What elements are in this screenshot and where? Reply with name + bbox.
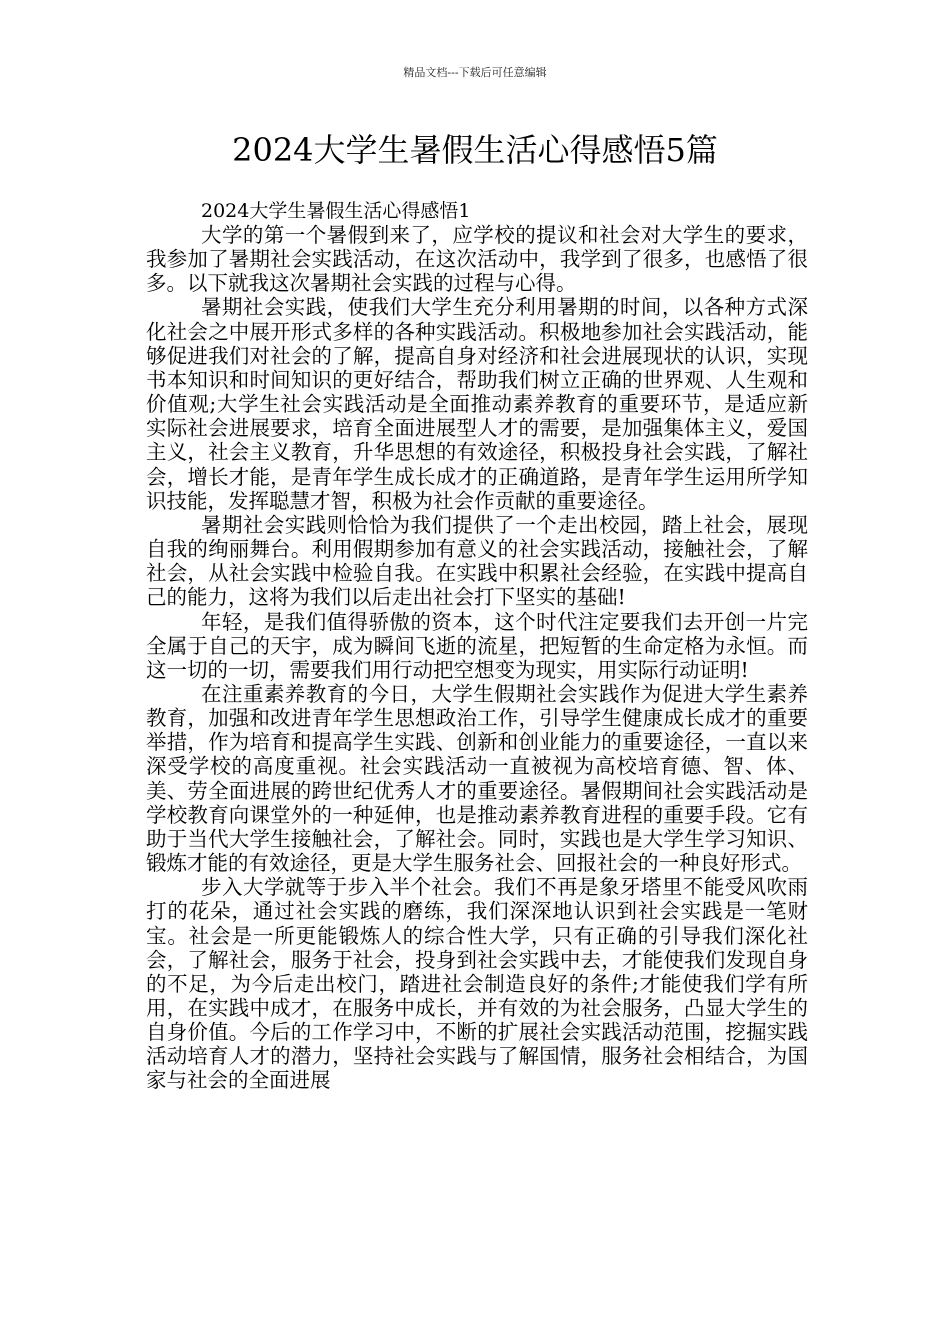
- document-body: [146, 200, 808, 1093]
- paragraph: 年轻，是我们值得骄傲的资本，这个时代注定要我们去开创一片完全属于自己的天宇，成为瞬间飞逝的流星，把短暂的生命定格为永恒。而这一切的一切，需要我们用行动把空想变为现实，用实际行动证明!: [146, 609, 808, 682]
- document-title: 2024大学生暑假生活心得感悟5篇: [232, 131, 718, 169]
- paragraph: 步入大学就等于步入半个社会。我们不再是象牙塔里不能受风吹雨打的花朵，通过社会实践的磨练，我们深深地认识到社会实践是一笔财宝。社会是一所更能锻炼人的综合性大学，只有正确的引导我们深化社会，了解社会，服务于社会，投身到社会实践中去，才能使我们发现自身的不足，为今后走出校门，踏进社会制造良好的条件;才能使我们学有所用，在实践中成才，在服务中成长，并有效的为社会服务，凸显大学生的自身价值。今后的工作学习中，不断的扩展社会实践活动范围，挖掘实践活动培育人才的潜力，坚持社会实践与了解国情，服务社会相结合，为国家与社会的全面进展: [146, 875, 808, 1093]
- paragraph: 大学的第一个暑假到来了，应学校的提议和社会对大学生的要求，我参加了暑期社会实践活动，在这次活动中，我学到了很多，也感悟了很多。以下就我这次暑期社会实践的过程与心得。: [146, 223, 808, 296]
- paragraph: 在注重素养教育的今日，大学生假期社会实践作为促进大学生素养教育，加强和改进青年学生思想政治工作，引导学生健康成长成才的重要举措，作为培育和提高学生实践、创新和创业能力的重要途径，一直以来深受学校的高度重视。社会实践活动一直被视为高校培育德、智、体、美、劳全面进展的跨世纪优秀人才的重要途径。暑假期间社会实践活动是学校教育向课堂外的一种延伸，也是推动素养教育进程的重要手段。它有助于当代大学生接触社会，了解社会。同时，实践也是大学生学习知识、锻炼才能的有效途径，更是大学生服务社会、回报社会的一种良好形式。: [146, 681, 808, 876]
- section-heading: 2024大学生暑假生活心得感悟1: [201, 200, 471, 222]
- header-note: 精品文档---下载后可任意编辑: [403, 66, 547, 79]
- paragraph: 暑期社会实践，使我们大学生充分利用暑期的时间，以各种方式深化社会之中展开形式多样的各种实践活动。积极地参加社会实践活动，能够促进我们对社会的了解，提高自身对经济和社会进展现状的认识，实现书本知识和时间知识的更好结合，帮助我们树立正确的世界观、人生观和价值观;大学生社会实践活动是全面推动素养教育的重要环节，是适应新实际社会进展要求，培育全面进展型人才的需要，是加强集体主义，爱国主义，社会主义教育，升华思想的有效途径，积极投身社会实践，了解社会，增长才能，是青年学生成长成才的正确道路，是青年学生运用所学知识技能，发挥聪慧才智，积极为社会作贡献的重要途径。: [146, 295, 808, 513]
- paragraph: 暑期社会实践则恰恰为我们提供了一个走出校园，踏上社会，展现自我的绚丽舞台。利用假期参加有意义的社会实践活动，接触社会，了解社会，从社会实践中检验自我。在实践中积累社会经验，在实践中提高自己的能力，这将为我们以后走出社会打下坚实的基础!: [146, 512, 808, 610]
